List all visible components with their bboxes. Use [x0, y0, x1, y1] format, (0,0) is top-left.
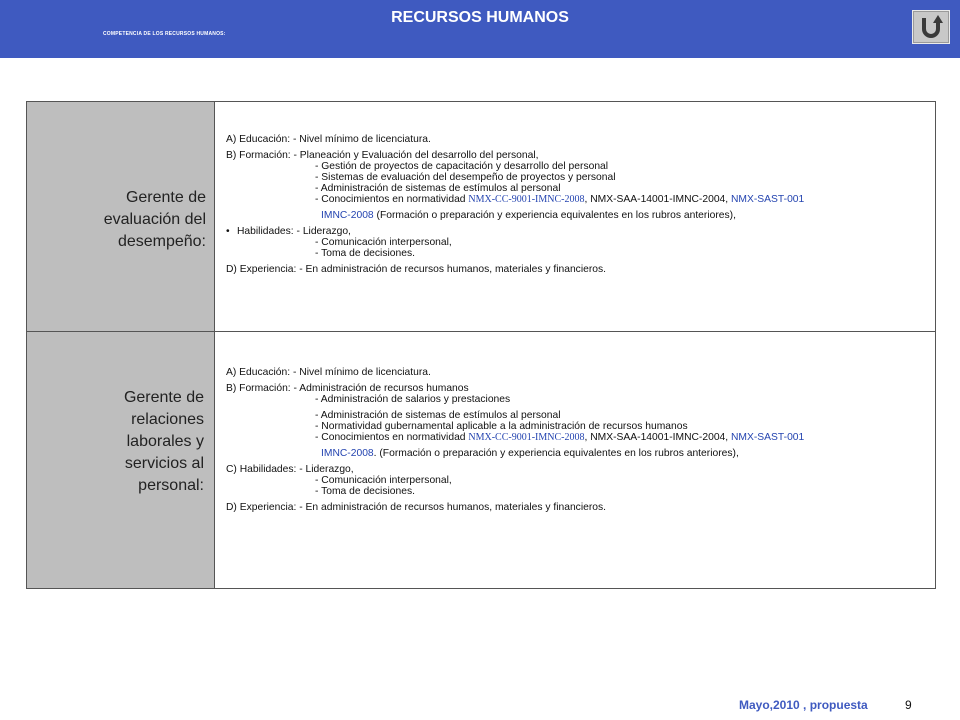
standards-line: [226, 432, 929, 443]
position-title-line: Gerente de: [123, 389, 204, 406]
skill-item: - Toma de decisiones.: [315, 486, 415, 497]
position-title-line: desempeño:: [117, 233, 206, 250]
header-bar: [0, 0, 960, 58]
position-title: [27, 102, 214, 253]
standards-continuation: [226, 448, 929, 459]
standards-middle: , NMX-SAA-14001-IMNC-2004,: [584, 432, 731, 443]
competency-table: [26, 101, 936, 589]
position-title-line: servicios al: [124, 455, 204, 472]
standards-prefix: - Conocimientos en normatividad: [315, 432, 469, 443]
training-item: - Sistemas de evaluación del desempeño de proyectos y personal: [315, 172, 616, 183]
standards-continuation: [226, 210, 929, 221]
page-title: RECURSOS HUMANOS: [391, 9, 569, 26]
back-button[interactable]: [912, 10, 950, 44]
training-item: - Administración de sistemas de estímulos al personal: [315, 183, 561, 194]
position-title-line: personal:: [138, 477, 204, 494]
training-line: B) Formación: - Administración de recursos humanos: [226, 383, 469, 394]
page-number: 9: [905, 698, 912, 712]
equivalence-note: (Formación o preparación y experiencia equivalentes en los rubros anteriores),: [373, 210, 736, 221]
position-title-line: evaluación del: [103, 211, 206, 228]
footer-date: Mayo,2010 , propuesta: [739, 698, 868, 712]
standard-nmx-sast: NMX-SAST-001: [731, 432, 805, 443]
table-row: [27, 332, 936, 589]
experience-line: D) Experiencia: - En administración de recursos humanos, materiales y financieros.: [226, 502, 607, 513]
requirements-cell: [215, 102, 936, 332]
standard-nmx-cc: NMX-CC-9001-IMNC-2008: [468, 194, 585, 205]
bullet-icon: •: [226, 226, 230, 237]
standard-nmx-cc: NMX-CC-9001-IMNC-2008: [468, 432, 585, 443]
training-item: - Administración de salarios y prestaciones: [315, 394, 511, 405]
standard-imnc: IMNC-2008: [321, 210, 374, 221]
position-title: [27, 332, 214, 497]
table-row: [27, 102, 936, 332]
standards-line: [226, 194, 929, 205]
equivalence-note: . (Formación o preparación y experiencia equivalentes en los rubros anteriores),: [373, 448, 739, 459]
standards-prefix: - Conocimientos en normatividad: [315, 194, 469, 205]
training-item: - Normatividad gubernamental aplicable a la administración de recursos humanos: [315, 421, 688, 432]
training-item: - Administración de sistemas de estímulos al personal: [315, 410, 561, 421]
skills-line: [226, 226, 929, 237]
education-line: A) Educación: - Nivel mínimo de licenciatura.: [226, 367, 431, 378]
education-line: A) Educación: - Nivel mínimo de licenciatura.: [226, 134, 431, 145]
requirements-cell: [215, 332, 936, 589]
position-title-line: Gerente de: [125, 189, 206, 206]
page-subtitle: COMPETENCIA DE LOS RECURSOS HUMANOS:: [103, 31, 226, 37]
standard-nmx-sast: NMX-SAST-001: [731, 194, 805, 205]
skills-head: Habilidades: - Liderazgo,: [237, 226, 351, 237]
skill-item: - Toma de decisiones.: [315, 248, 415, 259]
position-title-line: relaciones: [131, 411, 204, 428]
training-line: B) Formación: - Planeación y Evaluación del desarrollo del personal,: [226, 150, 539, 161]
skill-item: - Comunicación interpersonal,: [315, 475, 452, 486]
skill-item: - Comunicación interpersonal,: [315, 237, 452, 248]
return-arrow-icon: [919, 15, 943, 39]
skills-head: C) Habilidades: - Liderazgo,: [226, 464, 354, 475]
position-label-cell: [27, 332, 215, 589]
training-item: - Gestión de proyectos de capacitación y desarrollo del personal: [315, 161, 609, 172]
position-label-cell: [27, 102, 215, 332]
position-title-line: laborales y: [126, 433, 204, 450]
standards-middle: , NMX-SAA-14001-IMNC-2004,: [584, 194, 731, 205]
experience-line: D) Experiencia: - En administración de recursos humanos, materiales y financieros.: [226, 264, 607, 275]
standard-imnc: IMNC-2008: [321, 448, 374, 459]
